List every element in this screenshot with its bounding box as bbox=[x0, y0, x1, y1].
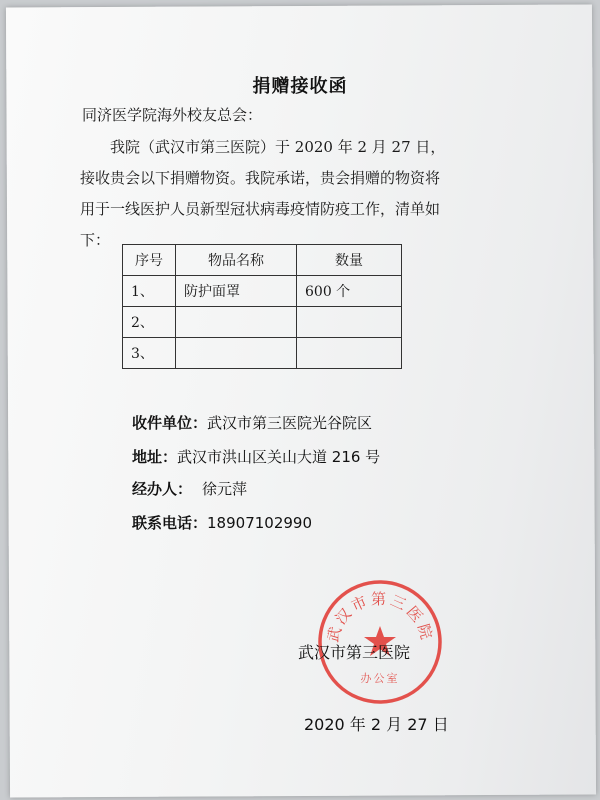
table-cell: 1、 bbox=[123, 276, 176, 307]
salutation: 同济医学院海外校友总会： bbox=[82, 106, 263, 124]
phone-value: 18907102990 bbox=[207, 514, 312, 532]
table-cell: 600 个 bbox=[297, 276, 402, 307]
signature: 武汉市第三医院 bbox=[298, 643, 411, 662]
table-row bbox=[123, 307, 402, 338]
body-paragraph: 我院（武汉市第三医院）于 2020 年 2 月 27 日，接收贵会以下捐赠物资。我院承诺，贵会捐赠的物资将用于一线医护人员新型冠状病毒疫情防疫工作，清单如下： bbox=[80, 138, 446, 249]
phone-label: 联系电话： bbox=[132, 514, 208, 532]
table-cell bbox=[176, 338, 297, 369]
table-cell: 防护面罩 bbox=[176, 276, 297, 307]
table-cell: 3、 bbox=[123, 338, 176, 369]
address-value: 武汉市洪山区关山大道 216 号 bbox=[177, 448, 381, 466]
date: 2020 年 2 月 27 日 bbox=[304, 715, 449, 734]
table-row bbox=[123, 338, 402, 369]
handler-label: 经办人： bbox=[132, 480, 193, 498]
table-cell: 2、 bbox=[123, 307, 176, 338]
column-header: 数量 bbox=[297, 245, 402, 276]
seal-text: 武汉市第三医院 bbox=[323, 590, 437, 645]
column-header: 序号 bbox=[123, 245, 176, 276]
column-header: 物品名称 bbox=[176, 245, 297, 276]
page-title: 捐赠接收函 bbox=[252, 76, 348, 97]
phone-line bbox=[132, 512, 312, 533]
handler-value: 徐元萍 bbox=[202, 480, 248, 498]
address-line bbox=[132, 446, 380, 467]
recipient-value: 武汉市第三医院光谷院区 bbox=[207, 414, 373, 432]
table-cell bbox=[297, 338, 402, 369]
table-cell bbox=[297, 307, 402, 338]
recipient-line bbox=[132, 412, 372, 433]
seal-subtext: 办公室 bbox=[360, 672, 400, 685]
address-label: 地址： bbox=[132, 448, 178, 466]
table-header-row bbox=[123, 245, 402, 276]
handler-line bbox=[132, 478, 247, 499]
table-cell bbox=[176, 307, 297, 338]
donation-table bbox=[122, 244, 402, 369]
recipient-label: 收件单位： bbox=[132, 414, 208, 432]
table-row bbox=[123, 276, 402, 307]
